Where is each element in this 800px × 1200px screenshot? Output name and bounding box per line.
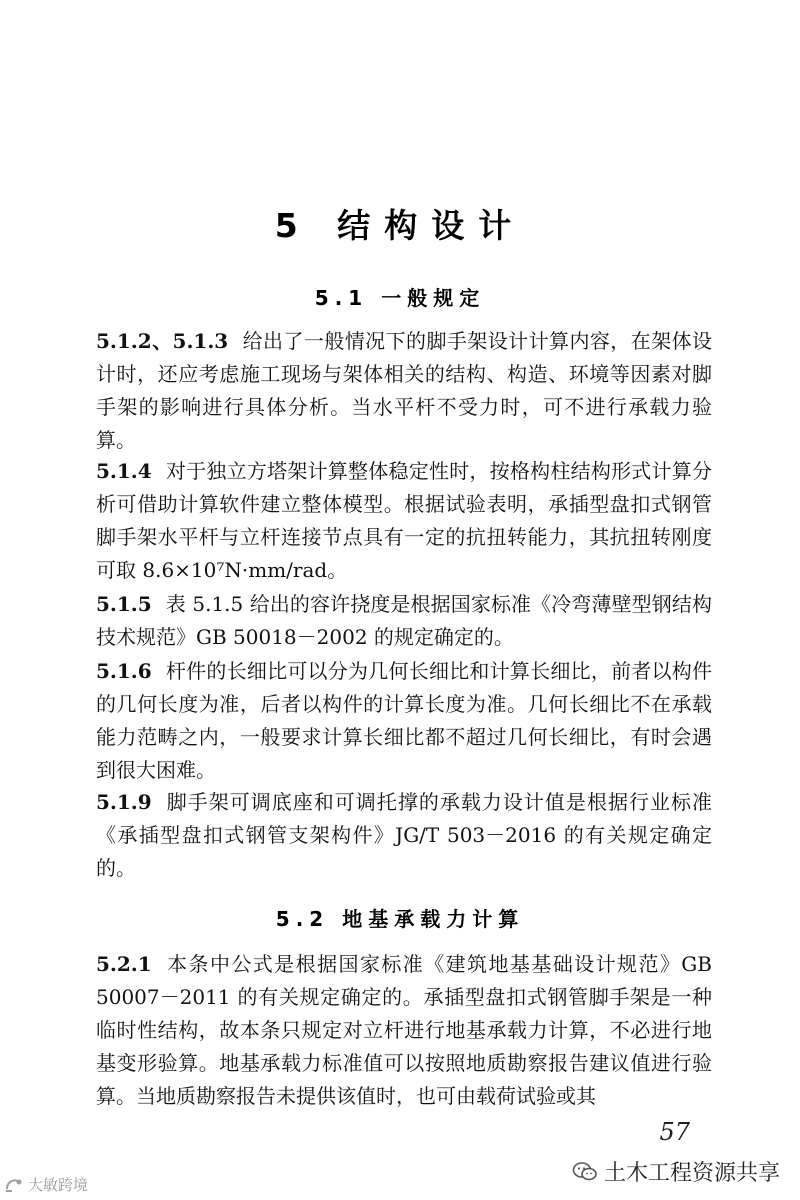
clause-number: 5.1.5	[96, 592, 152, 616]
paragraph-5-1-2	[96, 325, 712, 457]
section-title-5-2: 5.2 地基承载力计算	[275, 907, 525, 931]
paragraph-5-1-5	[96, 588, 712, 654]
watermark-left-text: 大敏跨境	[28, 1176, 89, 1194]
paragraph-text: 本条中公式是根据国家标准《建筑地基基础设计规范》GB 50007－2011 的有关规定确定的。承插型盘扣式钢管脚手架是一种临时性结构，故本条只规定对立杆进行地基承载力计算，不必进行地基变形验算。地基承载力标准值可以按照地质勘察报告建议值进行验算。当地质勘察报告未提供该值时，也可由载荷试验或其	[96, 952, 712, 1108]
chapter-title: 5 结构设计	[274, 206, 526, 245]
watermark-left	[4, 1174, 88, 1195]
page-number: 57	[659, 1118, 690, 1146]
clause-number: 5.1.9	[96, 790, 152, 814]
paragraph-text: 表 5.1.5 给出的容许挠度是根据国家标准《冷弯薄壁型钢结构技术规范》GB 50018－2002 的规定确定的。	[96, 592, 712, 649]
paragraph-text: 给出了一般情况下的脚手架设计计算内容，在架体设计时，还应考虑施工现场与架体相关的结构、构造、环境等因素对脚手架的影响进行具体分析。当水平杆不受力时，可不进行承载力验算。	[96, 329, 712, 452]
watermark-right-text: 土木工程资源共享	[603, 1161, 780, 1186]
clause-number: 5.2.1	[96, 952, 152, 976]
clause-number: 5.1.6	[96, 659, 152, 683]
section-title-5-1: 5.1 一般规定	[314, 286, 486, 310]
paragraph-text: 杆件的长细比可以分为几何长细比和计算长细比，前者以构件的几何长度为准，后者以构件的计算长度为准。几何长细比不在承载能力范畴之内，一般要求计算长细比都不超过几何长细比，有时会遇到很大困难。	[96, 659, 712, 782]
paragraph-5-1-9	[96, 786, 712, 885]
wechat-icon	[572, 1161, 598, 1183]
watermark-right	[572, 1156, 780, 1187]
clause-number: 5.1.2、5.1.3	[96, 329, 229, 353]
clause-number: 5.1.4	[96, 459, 152, 483]
paragraph-5-1-4	[96, 455, 712, 587]
paragraph-5-2-1	[96, 948, 712, 1113]
paragraph-text: 对于独立方塔架计算整体稳定性时，按格构柱结构形式计算分析可借助计算软件建立整体模型。根据试验表明，承插型盘扣式钢管脚手架水平杆与立杆连接节点具有一定的抗扭转能力，其抗扭转刚度可取 8.6×10⁷N·mm/rad。	[96, 459, 712, 582]
paragraph-5-1-6	[96, 655, 712, 787]
paragraph-text: 脚手架可调底座和可调托撑的承载力设计值是根据行业标准《承插型盘扣式钢管支架构件》JG/T 503－2016 的有关规定确定的。	[96, 790, 712, 880]
logo-icon	[4, 1177, 24, 1193]
